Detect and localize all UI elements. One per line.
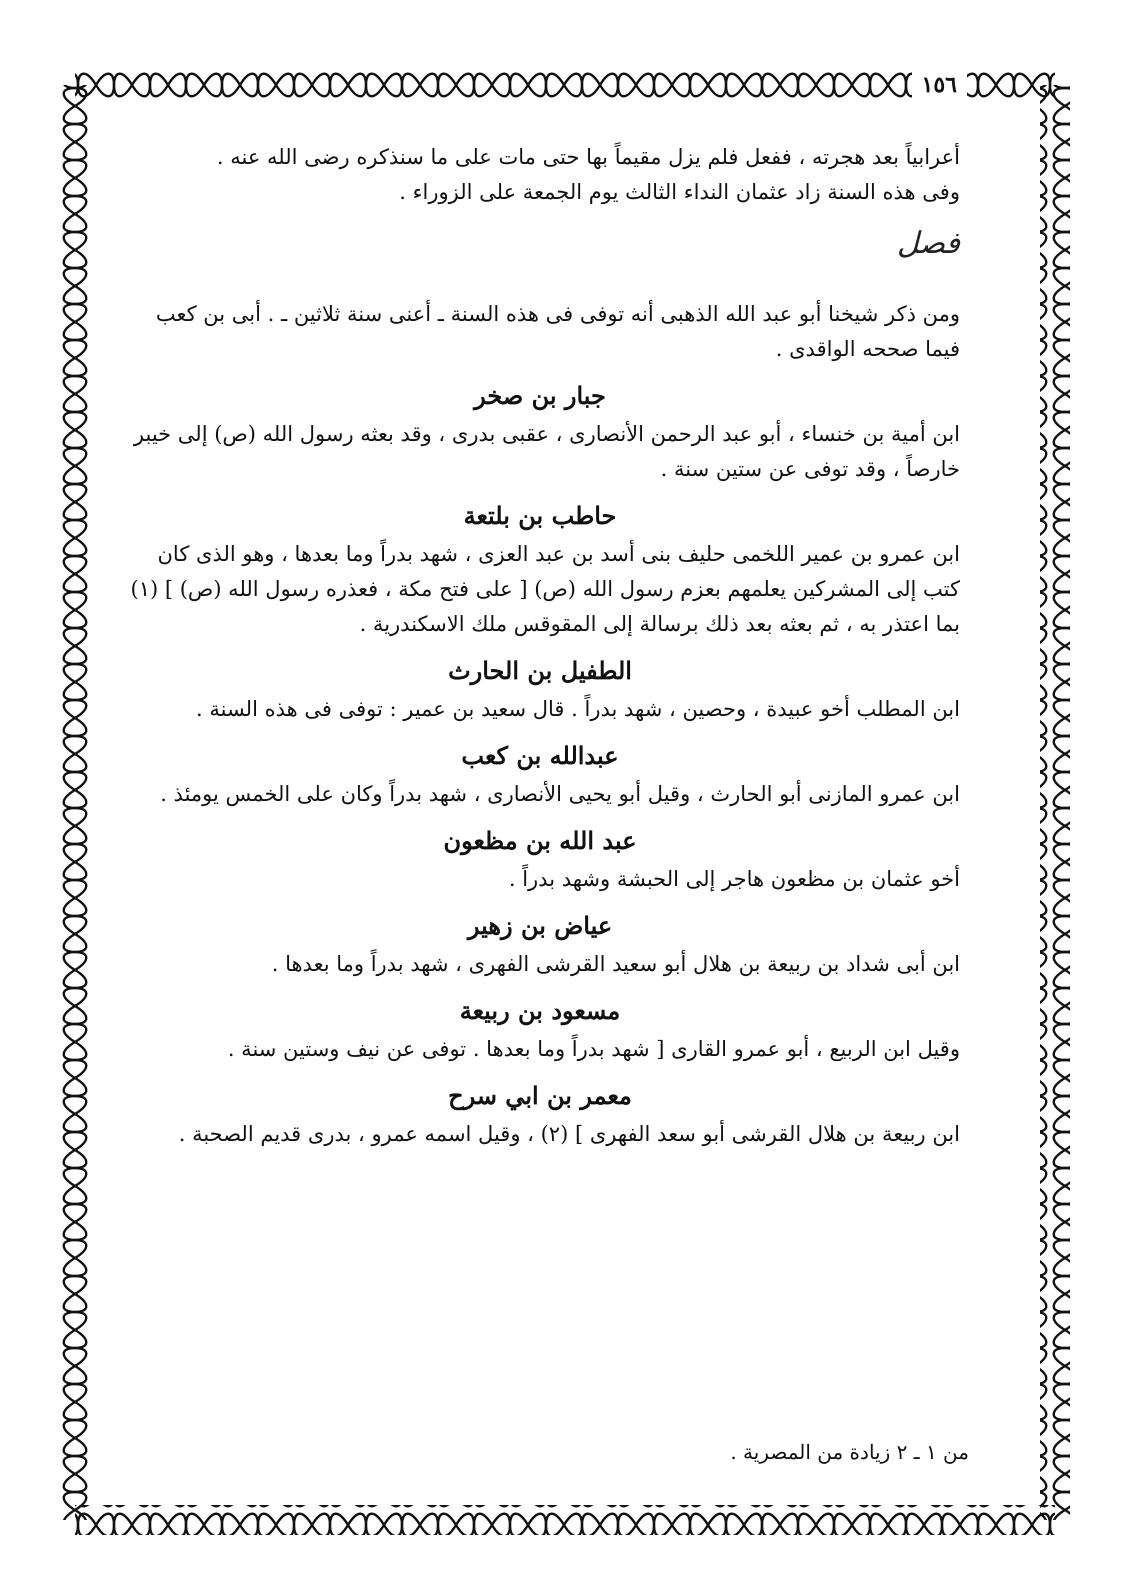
- biography-entry: [120, 1079, 960, 1152]
- entry-text: ابن أمية بن خنساء ، أبو عبد الرحمن الأنصارى ، عقبى بدرى ، وقد بعثه رسول الله (ص) إلى خيبر خارصاً ، وقد توفى عن ستين سنة .: [133, 422, 960, 481]
- entry-title: الطفيل بن الحارث: [448, 656, 632, 685]
- biography-entry: [120, 654, 960, 727]
- page-body: [120, 140, 960, 1152]
- intro-paragraph: وفى هذه السنة زاد عثمان النداء الثالث يوم الجمعة على الزوراء .: [399, 180, 960, 204]
- entry-text: ابن عمرو بن عمير اللخمى حليف بنى أسد بن عبد العزى ، شهد بدراً وما بعدها ، وهو الذى كان كتب إلى المشركين يعلمهم بعزم رسول الله (ص) [ على فتح مكة ، فعذره رسول الله (ص) ] (١) بما اعتذر به ، ثم بعثه بعد ذلك برسالة إلى المقوقس ملك الاسكندرية .: [130, 542, 960, 636]
- biography-entry: [120, 909, 960, 982]
- entry-title: عبد الله بن مظعون: [443, 826, 637, 855]
- section-intro-paragraph: ومن ذكر شيخنا أبو عبد الله الذهبى أنه توفى فى هذه السنة ـ أعنى سنة ثلاثين ـ . أبى بن كعب فيما صححه الواقدى .: [155, 302, 960, 361]
- entry-title: جبار بن صخر: [474, 381, 606, 410]
- biography-entry: [120, 379, 960, 487]
- page-number: ١٥٦: [912, 72, 967, 98]
- entry-text: أخو عثمان بن مظعون هاجر إلى الحبشة وشهد بدراً .: [508, 867, 960, 891]
- entry-text: ابن ربيعة بن هلال القرشى أبو سعد الفهرى ] (٢) ، وقيل اسمه عمرو ، بدرى قديم الصحبة .: [178, 1122, 960, 1146]
- biography-entry: [120, 994, 960, 1067]
- entry-title: مسعود بن ربيعة: [459, 996, 621, 1025]
- entry-title: عياض بن زهير: [467, 911, 613, 940]
- entry-text: ابن أبى شداد بن ربيعة بن هلال أبو سعيد القرشى الفهرى ، شهد بدراً وما بعدها .: [271, 952, 960, 976]
- entry-title: عبدالله بن كعب: [461, 741, 619, 770]
- entry-text: ابن عمرو المازنى أبو الحارث ، وقيل أبو يحيى الأنصارى ، شهد بدراً وكان على الخمس يومئذ .: [160, 782, 960, 806]
- biography-entry: [120, 824, 960, 897]
- biography-entry: [120, 739, 960, 812]
- entry-title: معمر بن ابي سرح: [448, 1081, 632, 1110]
- intro-paragraph: أعرابياً بعد هجرته ، ففعل فلم يزل مقيماً بها حتى مات على ما سنذكره رضى الله عنه .: [216, 145, 960, 169]
- footnote: من ١ ـ ٢ زيادة من المصرية .: [730, 1440, 969, 1464]
- entry-text: وقيل ابن الربيع ، أبو عمرو القارى [ شهد بدراً وما بعدها . توفى عن نيف وستين سنة .: [227, 1037, 960, 1061]
- entry-title: حاطب بن بلتعة: [463, 501, 617, 530]
- entry-text: ابن المطلب أخو عبيدة ، وحصين ، شهد بدراً . قال سعيد بن عمير : توفى فى هذه السنة .: [196, 697, 960, 721]
- section-heading: فصل: [896, 226, 960, 261]
- biography-entry: [120, 499, 960, 642]
